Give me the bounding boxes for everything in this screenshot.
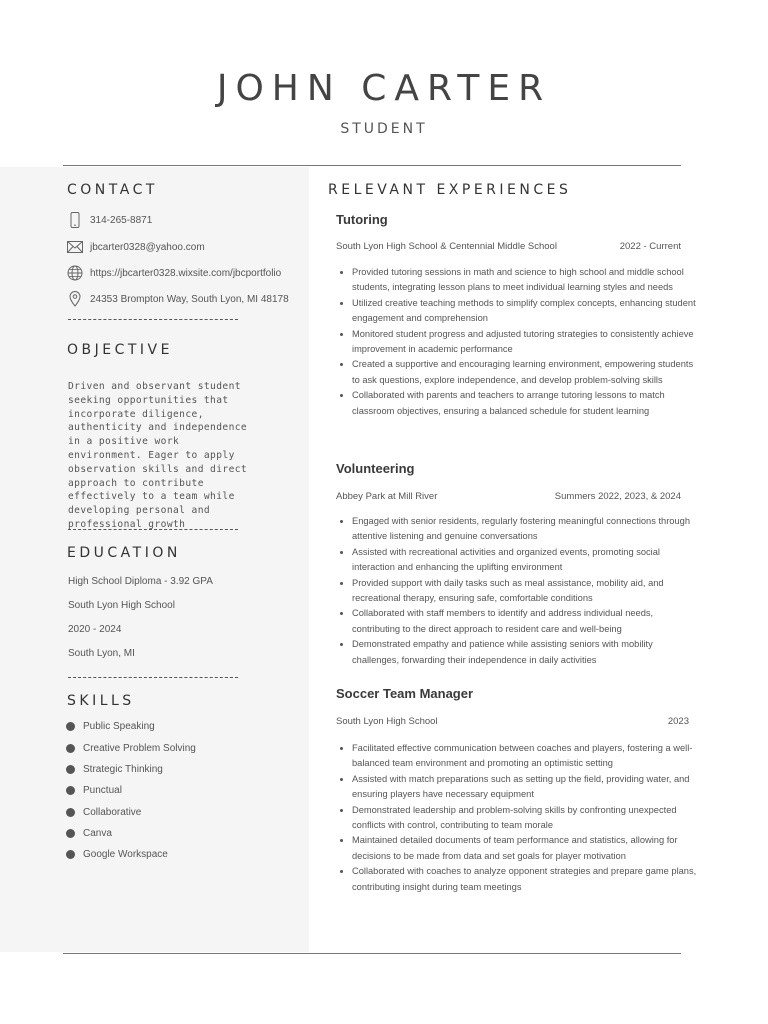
resume-title: STUDENT [340, 121, 428, 137]
skills-heading: SKILLS [67, 693, 135, 709]
education-diploma: High School Diploma - 3.92 GPA [68, 576, 213, 587]
list-item: • Facilitated effective communication between coaches and players, fostering a well-balanced team environment and promoting an optimistic setting [352, 741, 702, 772]
globe-icon [66, 265, 84, 281]
job-dates: Summers 2022, 2023, & 2024 [554, 491, 681, 502]
list-item: • Engaged with senior residents, regularly fostering meaningful connections through attentive listening and genuine conversations [352, 514, 702, 545]
objective-text: Driven and observant student seeking opportunities that incorporate diligence, authenticity and independence in a positive work environment. Eager to apply observation skills and direct approach to contribute effectively to a team while developing personal and professional growth [68, 381, 248, 530]
list-item: • Collaborated with coaches to analyze opponent strategies and prepare game plans, contributing insight during team meetings [352, 864, 702, 895]
experience-heading: RELEVANT EXPERIENCES [328, 182, 572, 198]
bullet-dot-icon [66, 808, 75, 817]
job-bullets [340, 265, 702, 419]
education-location: South Lyon, MI [68, 648, 135, 659]
list-item: • Maintained detailed documents of team performance and statistics, allowing for decisions to be made from data and set goals for player motivation [352, 833, 702, 864]
skill-item: Collaborative [66, 805, 141, 819]
job-title: Volunteering [336, 461, 415, 476]
footer-divider [63, 953, 681, 954]
phone-number: 314-265-8871 [90, 214, 153, 226]
list-item: • Demonstrated leadership and problem-solving skills by confronting unexpected conflicts with control, contributing to team morale [352, 803, 702, 834]
list-item: • Provided tutoring sessions in math and science to high school and middle school students, integrating lesson plans to meet individual learning styles and needs [352, 265, 702, 296]
job-organization: Abbey Park at Mill River [336, 491, 438, 502]
location-pin-icon [66, 291, 84, 307]
job-dates: 2023 [667, 716, 689, 727]
skill-item: Google Workspace [66, 847, 168, 861]
skill-item: Punctual [66, 783, 122, 797]
list-item: • Provided support with daily tasks such as meal assistance, mobility aid, and recreational therapy, ensuring safe, comfortable conditions [352, 576, 702, 607]
skill-item: Strategic Thinking [66, 762, 163, 776]
header-divider [63, 165, 681, 166]
education-years: 2020 - 2024 [68, 624, 122, 635]
job-meta [336, 716, 689, 727]
list-item: • Demonstrated empathy and patience while assisting seniors with mobility challenges, forwarding their independence in daily activities [352, 637, 702, 668]
contact-divider [68, 319, 238, 320]
list-item: • Collaborated with staff members to identify and address individual needs, contributing to the direct approach to resident care and well-being [352, 606, 702, 637]
list-item: • Assisted with recreational activities and organized events, promoting social interaction and enhancing the uplifting environment [352, 545, 702, 576]
skill-item: Canva [66, 826, 112, 840]
bullet-dot-icon [66, 744, 75, 753]
objective-heading: OBJECTIVE [67, 342, 173, 358]
education-divider [68, 677, 238, 678]
objective-divider [68, 529, 238, 530]
list-item: • Created a supportive and encouraging learning environment, empowering students to ask questions, explore independence, and develop problem-solving skills [352, 357, 702, 388]
job-title: Tutoring [336, 212, 388, 227]
skill-item: Public Speaking [66, 719, 155, 733]
bullet-dot-icon [66, 829, 75, 838]
contact-phone [66, 212, 152, 228]
home-address: 24353 Brompton Way, South Lyon, MI 48178 [90, 293, 289, 305]
contact-address [66, 291, 289, 307]
job-title: Soccer Team Manager [336, 686, 474, 701]
list-item: • Utilized creative teaching methods to simplify complex concepts, enhancing student engagement and comprehension [352, 296, 702, 327]
job-bullets [340, 514, 702, 668]
job-meta [336, 241, 689, 252]
contact-website [66, 265, 281, 281]
email-address[interactable]: jbcarter0328@yahoo.com [90, 241, 205, 253]
education-school: South Lyon High School [68, 600, 175, 611]
resume-name: JOHN CARTER [216, 68, 552, 109]
education-heading: EDUCATION [67, 545, 181, 561]
skill-item: Creative Problem Solving [66, 741, 196, 755]
job-dates: 2022 - Current [619, 241, 681, 252]
list-item: • Assisted with match preparations such as setting up the field, providing water, and ensuring players have necessary equipment [352, 772, 702, 803]
job-bullets [340, 741, 702, 895]
contact-email [66, 239, 205, 255]
phone-icon [66, 212, 84, 228]
mail-icon [66, 239, 84, 255]
bullet-dot-icon [66, 786, 75, 795]
list-item: • Collaborated with parents and teachers to arrange tutoring lessons to match classroom objectives, ensuring a balanced schedule for student learning [352, 388, 702, 419]
bullet-dot-icon [66, 765, 75, 774]
list-item: • Monitored student progress and adjusted tutoring strategies to consistently achieve improvement in academic performance [352, 327, 702, 358]
bullet-dot-icon [66, 850, 75, 859]
job-organization: South Lyon High School & Centennial Middle School [336, 241, 557, 252]
job-meta [336, 491, 689, 502]
contact-heading: CONTACT [67, 182, 158, 198]
website-link[interactable]: https://jbcarter0328.wixsite.com/jbcportfolio [90, 267, 282, 279]
job-organization: South Lyon High School [336, 716, 438, 727]
bullet-dot-icon [66, 722, 75, 731]
